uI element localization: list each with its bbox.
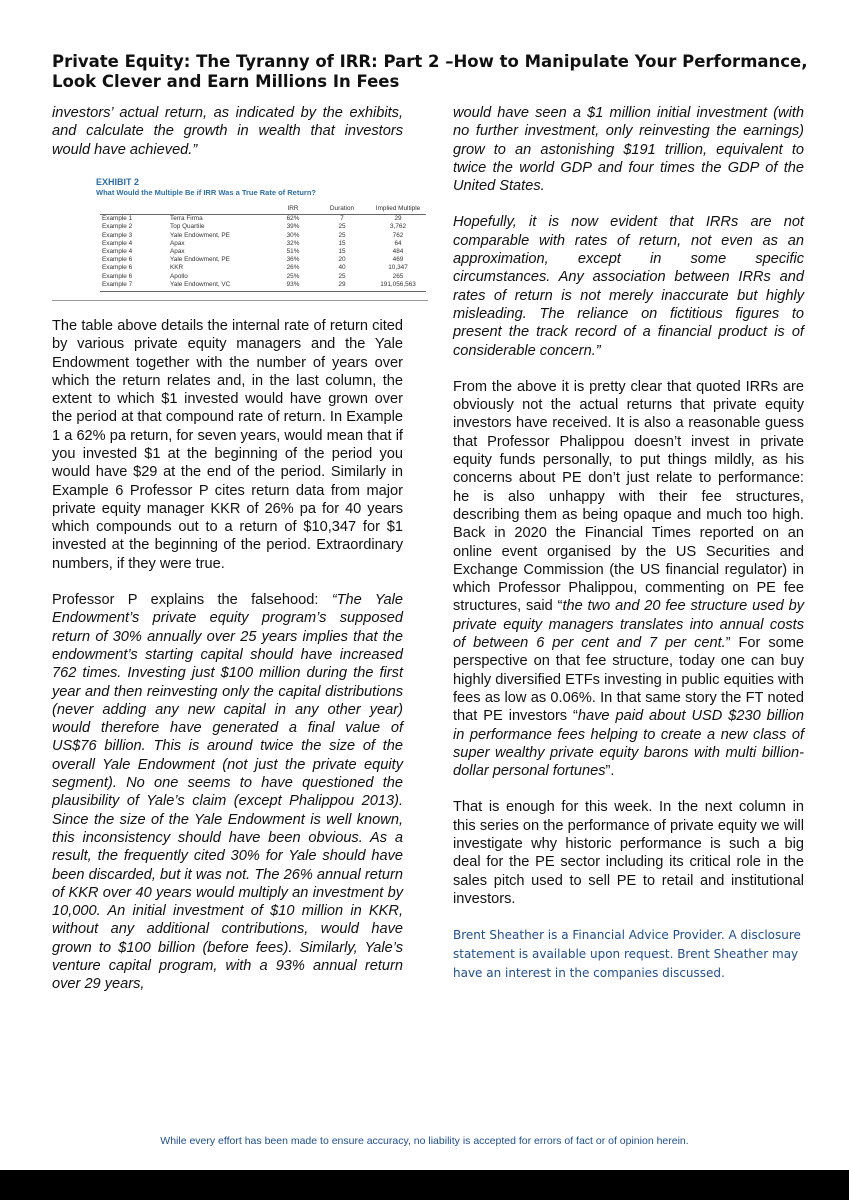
table-cell: 191,056,563 [370, 281, 426, 292]
body-paragraph [453, 378, 804, 781]
table-row [100, 240, 426, 248]
professor-quote: “The Yale Endowment’s private equity program’s supposed return of 30% annually over 25 years implies that the endowment’s starting capital should have increased 762 times. Investing just $100 million during the first year and then reinvesting only the capital distributions (never adding any new capital in any other year) would therefore have generated a final value of US$76 billion. This is around twice the size of the overall Yale Endowment (not just the private equity segment). No one seems to have questioned the plausibility of Yale’s claim (except Phalippou 2013). Since the size of the Yale Endowment is well known, this inconsistency should have been obvious. As a result, the frequently cited 30% for Yale should have been discarded, but it was not. The 26% annual return of KKR over 40 years would multiply an investment by 10,000. An initial investment of $10 million in KKR, without any additional contributions, would have grown to $100 billion (before fees). Similarly, Yale’s venture capital program, with a 93% annual return over 29 years, [52, 592, 403, 993]
table-row [100, 256, 426, 264]
table-row [100, 281, 426, 292]
table-header [168, 204, 272, 215]
table-row [100, 223, 426, 231]
exhibit-divider [52, 300, 428, 301]
page-footer: While every effort has been made to ensure accuracy, no liability is accepted for errors of fact or of opinion herein. [160, 1135, 689, 1147]
table-cell: 29 [314, 281, 370, 292]
table-cell: Terra Firma [170, 215, 203, 223]
paragraph-lead: Professor P explains the falsehood: [52, 592, 332, 609]
table-header: IRR [272, 204, 314, 215]
table-cell: 15 [338, 239, 346, 247]
table-cell: Example 1 [102, 215, 133, 223]
table-header [100, 204, 168, 215]
exhibit-table [100, 204, 426, 292]
table-row [100, 215, 426, 224]
table-cell: Example 2 [102, 223, 133, 231]
quote-continuation: would have seen a $1 million initial investment (with no further investment, only reinvesting the earnings) grow to an astonishing $191 trillion, equivalent to twice the world GDP and four times the GDP of the United States. [453, 105, 804, 195]
table-cell: 32% [286, 239, 300, 247]
table-cell: 25 [338, 223, 346, 231]
quoted-text: the two and 20 fee structure used by private equity managers translates into annual costs of between 6 per cent and 7 per cent. [453, 598, 804, 652]
table-cell: 10,347 [388, 264, 408, 272]
table-row [100, 273, 426, 281]
table-header-row [100, 204, 426, 215]
table-cell: Apollo [170, 272, 188, 280]
table-cell: 93% [272, 281, 314, 292]
table-cell: Example 4 [102, 239, 133, 247]
table-row [100, 232, 426, 240]
table-cell: Example 3 [102, 231, 133, 239]
text-run: ”. [605, 763, 615, 780]
body-paragraph: That is enough for this week. In the next column in this series on the performance of private equity we will investigate why historic performance is such a big deal for the PE sector including its critical role in the sales pitch used to sell PE to retail and institutional investors. [453, 799, 804, 907]
right-column [453, 104, 804, 983]
table-cell: Yale Endowment, VC [168, 281, 272, 292]
table-header: Duration [314, 204, 370, 215]
quote-paragraph: Hopefully, it is now evident that IRRs are not comparable with rates of return, not even as an approximation, except in some specific circumstances. Any association between IRRs and rates of return is not merely inaccurate but highly misleading. The reliance on fictitious figures to present the track record of a financial product is of considerable concern.” [453, 214, 804, 359]
table-cell: Yale Endowment, PE [170, 256, 230, 264]
table-cell: 762 [392, 231, 404, 239]
table-cell: 64 [394, 239, 402, 247]
table-cell: Yale Endowment, PE [170, 231, 230, 239]
table-cell: 469 [392, 256, 404, 264]
body-paragraph [52, 591, 403, 994]
table-cell: 51% [286, 247, 300, 255]
quoted-text: have paid about USD $230 billion in performance fees helping to create a new class of super wealthy private equity barons with multi billion-dollar personal fortunes [453, 708, 804, 780]
text-run: ” For some perspective on that fee structure, today one can buy highly diversified ETFs investing in public equities with fees as low as 0.06%. In that same story the FT noted that PE investors “ [453, 635, 804, 725]
table-cell: KKR [170, 264, 184, 272]
text-run: From the above it is pretty clear that quoted IRRs are obviously not the actual returns that private equity investors have received. It is also a reasonable guess that Professor Phalippou doesn’t invest in private equity funds personally, to put things mildly, as his concerns about PE don’t just relate to performance: he is also unhappy with their fee structures, describing them as being opaque and much too high. Back in 2020 the Financial Times reported on an online event organised by the US Securities and Exchange Commission (the US financial regulator) in which Professor Phalippou, commenting on PE fee structures, said “ [453, 378, 804, 615]
table-cell: Example 6 [102, 264, 133, 272]
table-cell: 25 [338, 231, 346, 239]
table-cell: 40 [338, 264, 346, 272]
table-cell: 7 [340, 215, 344, 223]
table-header: Implied Multiple [370, 204, 426, 215]
table-cell: 20 [338, 256, 346, 264]
intro-quote: investors’ actual return, as indicated by the exhibits, and calculate the growth in wealth that investors would have achieved.” [52, 105, 403, 158]
table-cell: 3,762 [390, 223, 406, 231]
table-row [100, 248, 426, 256]
table-cell: 62% [286, 215, 300, 223]
table-cell: 15 [338, 247, 346, 255]
body-paragraph: The table above details the internal rate of return cited by various private equity managers and the Yale Endowment together with the number of years over which the return relates and, in the last column, the extent to which $1 invested would have grown over the period at that compound rate of return. In Example 1 a 62% pa return, for seven years, would mean that if you invested $1 at the beginning of the period you would have $29 at the end of the period. Similarly in Example 6 Professor P cites return data from major private equity manager KKR of 26% pa for 40 years which compounds out to a return of $10,347 for $1 invested at the beginning of the period. Extraordinary numbers, if they were true. [52, 317, 403, 572]
table-cell: 484 [392, 247, 404, 255]
exhibit-title: What Would the Multiple Be if IRR Was a True Rate of Return? [96, 187, 317, 197]
table-cell: Top Quartile [170, 223, 205, 231]
table-row [100, 264, 426, 272]
table-cell: 29 [394, 215, 402, 223]
table-cell: Example 7 [100, 281, 168, 292]
exhibit-2 [52, 177, 428, 301]
table-cell: 25% [286, 272, 300, 280]
bottom-bar [0, 1170, 849, 1200]
table-cell: Example 6 [102, 256, 133, 264]
table-cell: Apax [170, 239, 185, 247]
table-cell: Example 4 [102, 247, 133, 255]
table-cell: 25 [338, 272, 346, 280]
table-cell: Example 6 [102, 272, 133, 280]
author-disclosure: Brent Sheather is a Financial Advice Provider. A disclosure statement is available upon request. Brent Sheather may have an interest in the companies discussed. [453, 928, 801, 981]
table-cell: 265 [392, 272, 404, 280]
article-title: Private Equity: The Tyranny of IRR: Part 2 –How to Manipulate Your Performance, Look Clever and Earn Millions In Fees [52, 52, 808, 91]
left-column [52, 104, 421, 1012]
table-cell: 39% [286, 223, 300, 231]
exhibit-label: EXHIBIT 2 [96, 176, 140, 187]
table-cell: 30% [286, 231, 300, 239]
table-cell: Apax [170, 247, 185, 255]
table-cell: 26% [286, 264, 300, 272]
table-cell: 36% [286, 256, 300, 264]
